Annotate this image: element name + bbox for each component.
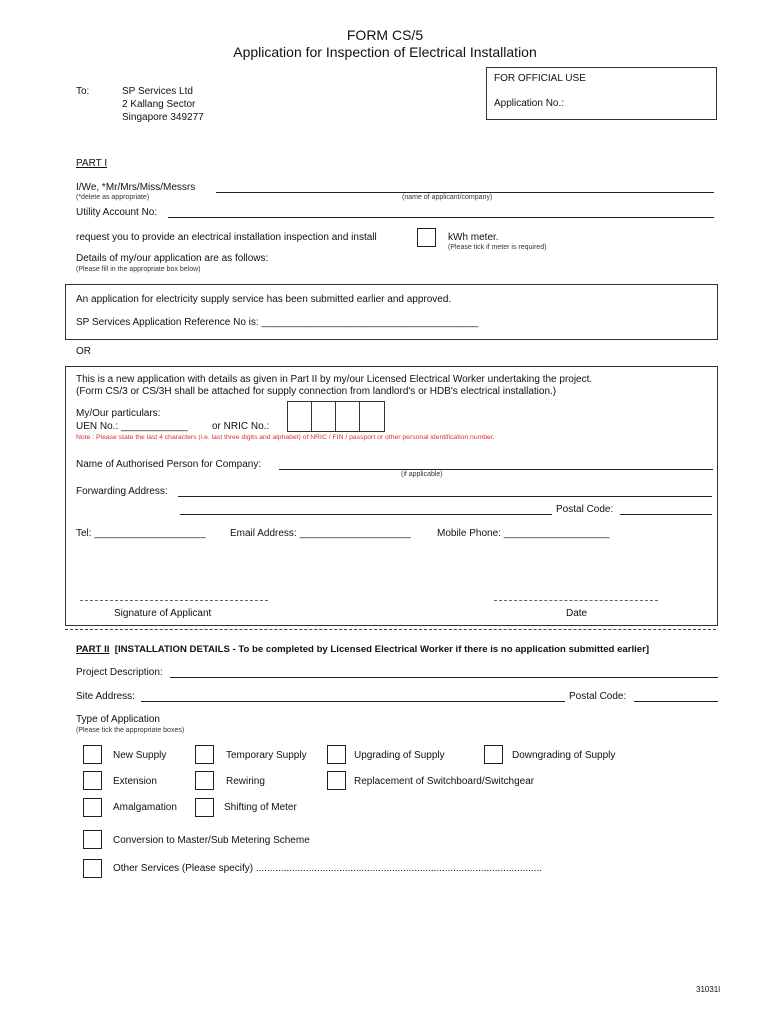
details-note: (Please fill in the appropriate box below) <box>76 266 201 273</box>
site-postal-field[interactable] <box>634 692 718 702</box>
type-note: (Please tick the appropriate boxes) <box>76 727 185 734</box>
applicant-label: I/We, *Mr/Mrs/Miss/Messrs <box>76 182 196 193</box>
rewiring-checkbox[interactable] <box>195 771 214 790</box>
conversion-checkbox[interactable] <box>83 830 102 849</box>
upgrading-checkbox[interactable] <box>327 745 346 764</box>
nric-char-box-4[interactable] <box>359 401 385 432</box>
nric-char-box-3[interactable] <box>335 401 361 432</box>
kwh-label: kWh meter. <box>448 232 499 243</box>
nric-char-box-1[interactable] <box>287 401 313 432</box>
utility-account-label: Utility Account No: <box>76 207 158 218</box>
official-use-title: FOR OFFICIAL USE <box>494 73 586 84</box>
uen-field[interactable]: UEN No.: ____________ <box>76 421 188 432</box>
particulars-label: My/Our particulars: <box>76 408 161 419</box>
shifting-checkbox[interactable] <box>195 798 214 817</box>
replacement-label: Replacement of Switchboard/Switchgear <box>354 776 535 787</box>
project-description-field[interactable] <box>170 668 718 678</box>
addressee-line3: Singapore 349277 <box>122 112 204 123</box>
utility-account-field[interactable] <box>168 208 714 218</box>
kwh-meter-checkbox[interactable] <box>417 228 436 247</box>
rewiring-label: Rewiring <box>226 776 265 787</box>
new-supply-checkbox[interactable] <box>83 745 102 764</box>
or-text: OR <box>76 346 91 357</box>
nric-char-box-2[interactable] <box>311 401 337 432</box>
form-number: FORM CS/5 <box>346 27 424 43</box>
part1-heading: PART I <box>76 158 108 169</box>
form-code: 31031l <box>696 985 721 994</box>
form-title: Application for Inspection of Electrical Installation <box>233 44 537 60</box>
forwarding-address-label: Forwarding Address: <box>76 486 168 497</box>
date-label: Date <box>566 608 588 619</box>
signature-label: Signature of Applicant <box>114 608 212 619</box>
kwh-note: (Please tick if meter is required) <box>448 244 547 251</box>
details-text: Details of my/our application are as follows: <box>76 253 269 264</box>
upgrading-label: Upgrading of Supply <box>354 750 445 761</box>
downgrading-label: Downgrading of Supply <box>512 750 616 761</box>
amalgamation-checkbox[interactable] <box>83 798 102 817</box>
new-application-text: This is a new application with details as given in Part II by my/our Licensed Electrical Worker undertaking the project. <box>76 374 593 385</box>
new-supply-label: New Supply <box>113 750 167 761</box>
conversion-label: Conversion to Master/Sub Metering Scheme <box>113 835 310 846</box>
temporary-supply-label: Temporary Supply <box>226 750 307 761</box>
if-applicable-note: (if applicable) <box>401 471 443 478</box>
amalgamation-label: Amalgamation <box>113 802 177 813</box>
forwarding-postal-label: Postal Code: <box>556 504 614 515</box>
tel-field[interactable]: Tel: ____________________ <box>76 528 206 539</box>
other-services-checkbox[interactable] <box>83 859 102 878</box>
reference-no-field[interactable]: SP Services Application Reference No is: _______________________________________ <box>76 317 479 328</box>
forwarding-address-field-2[interactable] <box>180 505 552 515</box>
part2-heading: PART II [INSTALLATION DETAILS - To be completed by Licensed Electrical Worker if there is no application submitted earlier] <box>76 644 650 655</box>
replacement-checkbox[interactable] <box>327 771 346 790</box>
extension-checkbox[interactable] <box>83 771 102 790</box>
applicant-name-field[interactable] <box>216 183 714 193</box>
date-line[interactable] <box>494 600 658 601</box>
temporary-supply-checkbox[interactable] <box>195 745 214 764</box>
name-note: (name of applicant/company) <box>402 194 493 201</box>
application-no-label: Application No.: <box>494 98 565 109</box>
request-text: request you to provide an electrical installation inspection and install <box>76 232 377 243</box>
site-postal-label: Postal Code: <box>569 691 627 702</box>
nric-label: or NRIC No.: <box>212 421 270 432</box>
delete-note: (*delete as appropriate) <box>76 194 150 201</box>
existing-application-box <box>65 284 718 340</box>
downgrading-checkbox[interactable] <box>484 745 503 764</box>
forwarding-postal-field[interactable] <box>620 505 712 515</box>
shifting-label: Shifting of Meter <box>224 802 297 813</box>
section-divider <box>65 629 716 630</box>
forwarding-address-field-1[interactable] <box>178 487 712 497</box>
authorised-person-field[interactable] <box>279 460 713 470</box>
site-address-field[interactable] <box>141 692 565 702</box>
type-of-application-label: Type of Application <box>76 714 160 725</box>
authorised-person-label: Name of Authorised Person for Company: <box>76 459 262 470</box>
signature-line[interactable] <box>80 600 268 601</box>
addressee-line1: SP Services Ltd <box>122 86 193 97</box>
nric-note: Note : Please state the last 4 characters (i.e. last three digits and alphabet) of NRIC / FIN / passport or other personal identification number. <box>76 434 495 441</box>
to-label: To: <box>76 86 90 97</box>
project-description-label: Project Description: <box>76 667 163 678</box>
form-attach-note: (Form CS/3 or CS/3H shall be attached for supply connection from landlord's or HDB's electrical installation.) <box>76 386 557 397</box>
mobile-field[interactable]: Mobile Phone: ___________________ <box>437 528 610 539</box>
extension-label: Extension <box>113 776 157 787</box>
other-services-label[interactable]: Other Services (Please specify) ....................................................................................................... <box>113 863 542 874</box>
existing-application-text: An application for electricity supply service has been submitted earlier and approved. <box>76 294 452 305</box>
email-field[interactable]: Email Address: ____________________ <box>230 528 411 539</box>
addressee-line2: 2 Kallang Sector <box>122 99 196 110</box>
site-address-label: Site Address: <box>76 691 135 702</box>
